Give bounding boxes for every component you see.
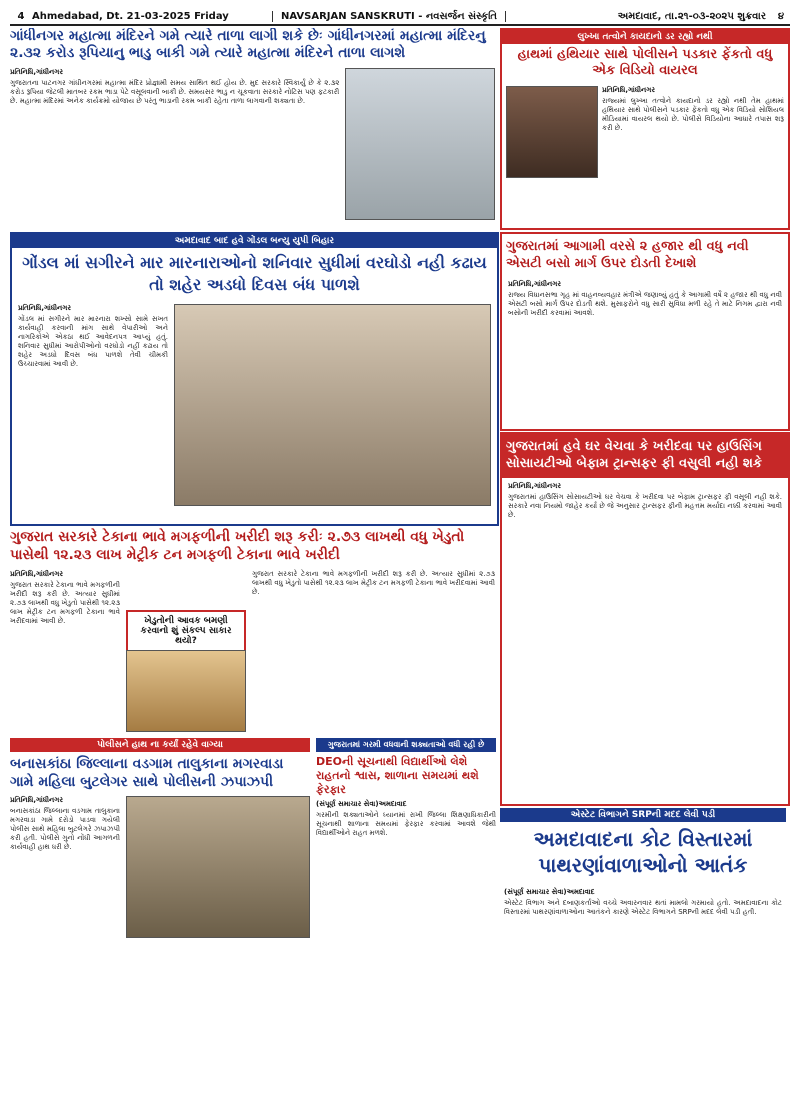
photo-caption: ખેડુતોની આવક બમણી કરવાનો શું સંકલ્પ સાકાર થયો? bbox=[126, 610, 246, 652]
headline: હાથમાં હથિયાર સાથે પોલીસને પડકાર ફેંકતો વધુ એક વિડિયો વાયરલ bbox=[517, 47, 773, 78]
photo-mahatma-mandir bbox=[345, 68, 495, 220]
article-body: ગોંડલ માં સગીરને માર મારનારા શખ્સો સામે સખત કાર્યવાહી કરવાની માંગ સાથે વેપારીઓ અને નાગરિકોએ એકઠા થઈ આવેદનપત્ર આપ્યું હતું. શનિવાર સુધીમાં આરોપીઓનો વરઘોડો નહીં કઢાય તો શહેર અડધો દિવસ બંધ પાળશે તેવી ચીમકી ઉચ્ચારવામાં આવી છે. bbox=[18, 315, 168, 368]
story-st-buses bbox=[500, 232, 790, 431]
story-mahatma-mandir bbox=[10, 28, 495, 226]
headline: ગુજરાત સરકારે ટેકાના ભાવે મગફળીની ખરીદી શરૂ કરીઃ ૨.૭૩ લાખથી વધુ ખેડુતો પાસેથી ૧૨.૨૩ લાખ મેટ્રીક ટન મગફળી ટેકાના ભાવે ખરીદી bbox=[10, 529, 465, 563]
article-body: ગુજરાતમાં હાઉસિંગ સોસાયટીઓ ઘર વેચવા કે ખરીદવા પર બેફામ ટ્રાન્સફર ફી વસૂલી નહી શકે. સરકારે નવા નિયમો જાહેર કર્યા છે જે અનુસાર ટ્રાન્સફર ફીની મહત્તમ મર્યાદા નક્કી કરવામાં આવી છે. bbox=[508, 493, 782, 519]
date-left: Ahmedabad, Dt. 21-03-2025 Friday bbox=[32, 10, 229, 22]
story-gondal bbox=[10, 232, 499, 526]
masthead: NAVSARJAN SANSKRUTI - નવસર્જન સંસ્કૃતિ bbox=[272, 11, 506, 22]
photo-groundnut bbox=[126, 650, 246, 732]
story-banaskantha bbox=[10, 738, 310, 1093]
photo-gondal-crowd bbox=[174, 304, 491, 506]
story-viral-video bbox=[500, 28, 790, 230]
kicker: લુખ્ખા તત્વોને કાયદાનો ડર રહ્યો નથી bbox=[502, 30, 788, 44]
byline: (સંપૂર્ણ સમાચાર સેવા)અમદાવાદ bbox=[504, 888, 595, 896]
photo-weapon bbox=[506, 86, 598, 178]
article-body: રાજ્યમાં લુખ્ખા તત્વોને કાયદાનો ડર રહ્યો નથી તેમ હાથમાં હથિયાર સાથે પોલીસને પડકાર ફેંકતો વધુ એક વિડિયો સોશિયલ મીડિયામાં વાયરલ થયો છે. પોલીસે વિડિયોના આધારે તપાસ શરૂ કરી છે. bbox=[602, 97, 784, 132]
byline: પ્રતિનિધિ,ગાંધીનગર bbox=[10, 796, 63, 804]
headline: બનાસકાંઠા જિલ્લાના વડગામ તાલુકાના મગરવાડા ગામે મહિલા બુટલેગર સાથે પોલીસની ઝપાઝપી bbox=[10, 756, 284, 790]
byline: પ્રતિનિધિ,ગાંધીનગર bbox=[508, 482, 561, 490]
article-body: ગુજરાતના પાટનગર ગાંધીનગરમાં મહાત્મા મંદિર પ્રોજ્ઞામી સમય સાથિત થઈ હોય છે. મુદ સરકારે સ્વિકાર્યું છે કે ૨.૩૨ કરોડ રૂપિયા જેટલી માતબર રકમ ભાડા પેટે વસૂલવાની બાકી છે. સમયસર ભાડુ ન ચૂકવાતા સરકારે નોટિસ પણ ફટકારી છે. મહાત્મા મંદિરમાં અનેક કાર્યક્રમો યોજાય છે પરંતુ ભાડાની રકમ બાકી રહેતા તાળા લાગવાની શક્યતા છે. bbox=[10, 79, 340, 105]
byline: પ્રતિનિધિ,ગાંધીનગર bbox=[602, 86, 655, 94]
story-groundnut bbox=[10, 528, 495, 734]
date-right: અમદાવાદ, તા.૨૧-૦૩-૨૦૨૫ શુક્રવાર bbox=[617, 10, 766, 22]
article-body: ગુજરાત સરકારે ટેકાના ભાવે મગફળીની ખરીદી શરૂ કરી છે. અત્યાર સુધીમાં ૨.૭૩ લાખથી વધુ ખેડુતો પાસેથી ૧૨.૨૩ લાખ મેટ્રીક ટન મગફળી ટેકાના ભાવે ખરીદવામાં આવી છે. bbox=[10, 581, 120, 625]
headline: ગોંડલ માં સગીરને માર મારનારાઓનો શનિવાર સુધીમાં વરઘોડો નહી કઢાય તો શહેર અડધો દિવસ બંધ પાળશે bbox=[22, 253, 487, 294]
article-body: એસ્ટેટ વિભાગ અને દબાણકર્તાઓ વચ્ચે અવારનવાર થતાં મામલો ગરમાયો હતો. અમદાવાદના કોટ વિસ્તારમાં પાથરણાંવાળાઓના આતંકને કારણે એસ્ટેટ વિભાગને SRPની મદદ લેવી પડી હતી. bbox=[504, 899, 782, 916]
byline: પ્રતિનિધિ,ગાંધીનગર bbox=[10, 68, 63, 76]
story-deo-school bbox=[316, 738, 496, 1093]
page-number-right: ૪ bbox=[777, 10, 785, 22]
byline: પ્રતિનિધિ,ગાંધીનગર bbox=[18, 304, 71, 312]
article-body: ગરમીની શક્યતાઓને ધ્યાનમાં રાખી જિલ્લા શિક્ષણાધિકારીની સૂચનાથી શાળાના સમયમાં ફેરફાર કરવામાં આવશે જેથી વિદ્યાર્થીઓને રાહત મળશે. bbox=[316, 811, 496, 837]
byline: (સંપૂર્ણ સમાચાર સેવા)અમદાવાદ bbox=[316, 800, 407, 808]
byline: પ્રતિનિધિ,ગાંધીનગર bbox=[508, 280, 561, 288]
headline: ગાંધીનગર મહાત્મા મંદિરને ગમે ત્યારે તાળા લાગી શકે છેઃ ગાંધીનગરમાં મહાત્મા મંદિરનુ ૨.૩૨ કરોડ રૂપિયાનુ ભાડુ બાકી ગમે ત્યારે મહાત્મા મંદિરને તાળા લાગશે bbox=[10, 28, 486, 61]
kicker: એસ્ટેટ વિભાગને SRPની મદદ લેવી પડી bbox=[500, 808, 786, 822]
byline: પ્રતિનિધિ,ગાંધીનગર bbox=[10, 570, 63, 578]
headline: DEOની સૂચનાથી વિદ્યાર્થીઓ લેશે રાહતનો શ્વાસ, શાળાના સમયમાં થશે ફેરફાર bbox=[316, 755, 479, 796]
photo-liquor-seizure bbox=[126, 796, 310, 938]
kicker: ગુજરાતમાં ગરમી વધવાની શક્યતાઓ વધી રહી છે bbox=[316, 738, 496, 752]
page-number-left: 4 bbox=[17, 10, 25, 22]
headline: અમદાવાદના કોટ વિસ્તારમાં પાથરણાંવાળાઓનો આતંક bbox=[533, 827, 753, 877]
page-header bbox=[10, 8, 790, 26]
article-body: રાજ્ય વિધાનસભા ગૃહ માં વાહનવ્યવહાર મંત્રીએ જણાવ્યું હતું કે આગામી વર્ષે ૨ હજાર થી વધુ નવી એસટી બસો માર્ગ ઉપર દોડતી થશે. મુસાફરોને વધુ સારી સુવિધા મળી રહે તે માટે નિગમ દ્વારા નવી બસોની ખરીદી કરવામાં આવશે. bbox=[508, 291, 782, 317]
story-kot-area bbox=[500, 808, 786, 1093]
headline: ગુજરાતમાં હવે ઘર વેચવા કે ખરીદવા પર હાઉસિંગ સોસાયટીઓ બેફામ ટ્રાન્સફર ફી વસુલી નહી શકે bbox=[502, 434, 788, 478]
kicker: અમદાવાદ બાદ હવે ગોંડલ બન્યુ યુપી બિહાર bbox=[12, 234, 497, 248]
kicker: પોલીસને હાથ ના કર્યાં રહેવે વાગ્યા bbox=[10, 738, 310, 752]
story-housing-society bbox=[500, 432, 790, 806]
article-body: બનાસકાંઠા જિલ્લાના વડગામ તાલુકાના મગરવાડા ગામે દરોડો પાડવા ગયેલી પોલીસ સાથે મહિલા બુટલેગરે ઝપાઝપી કરી હતી. પોલીસે ગુનો નોંધી આગળની કાર્યવાહી હાથ ધરી છે. bbox=[10, 807, 120, 851]
headline: ગુજરાતમાં આગામી વરસે ૨ હજાર થી વધુ નવી એસટી બસો માર્ગ ઉપર દોડતી દેખાશે bbox=[506, 239, 749, 271]
article-body-continued: ગુજરાત સરકારે ટેકાના ભાવે મગફળીની ખરીદી શરૂ કરી છે. અત્યાર સુધીમાં ૨.૭૩ લાખથી વધુ ખેડુતો પાસેથી ૧૨.૨૩ લાખ મેટ્રીક ટન મગફળી ટેકાના ભાવે ખરીદવામાં આવી છે. bbox=[252, 570, 495, 596]
